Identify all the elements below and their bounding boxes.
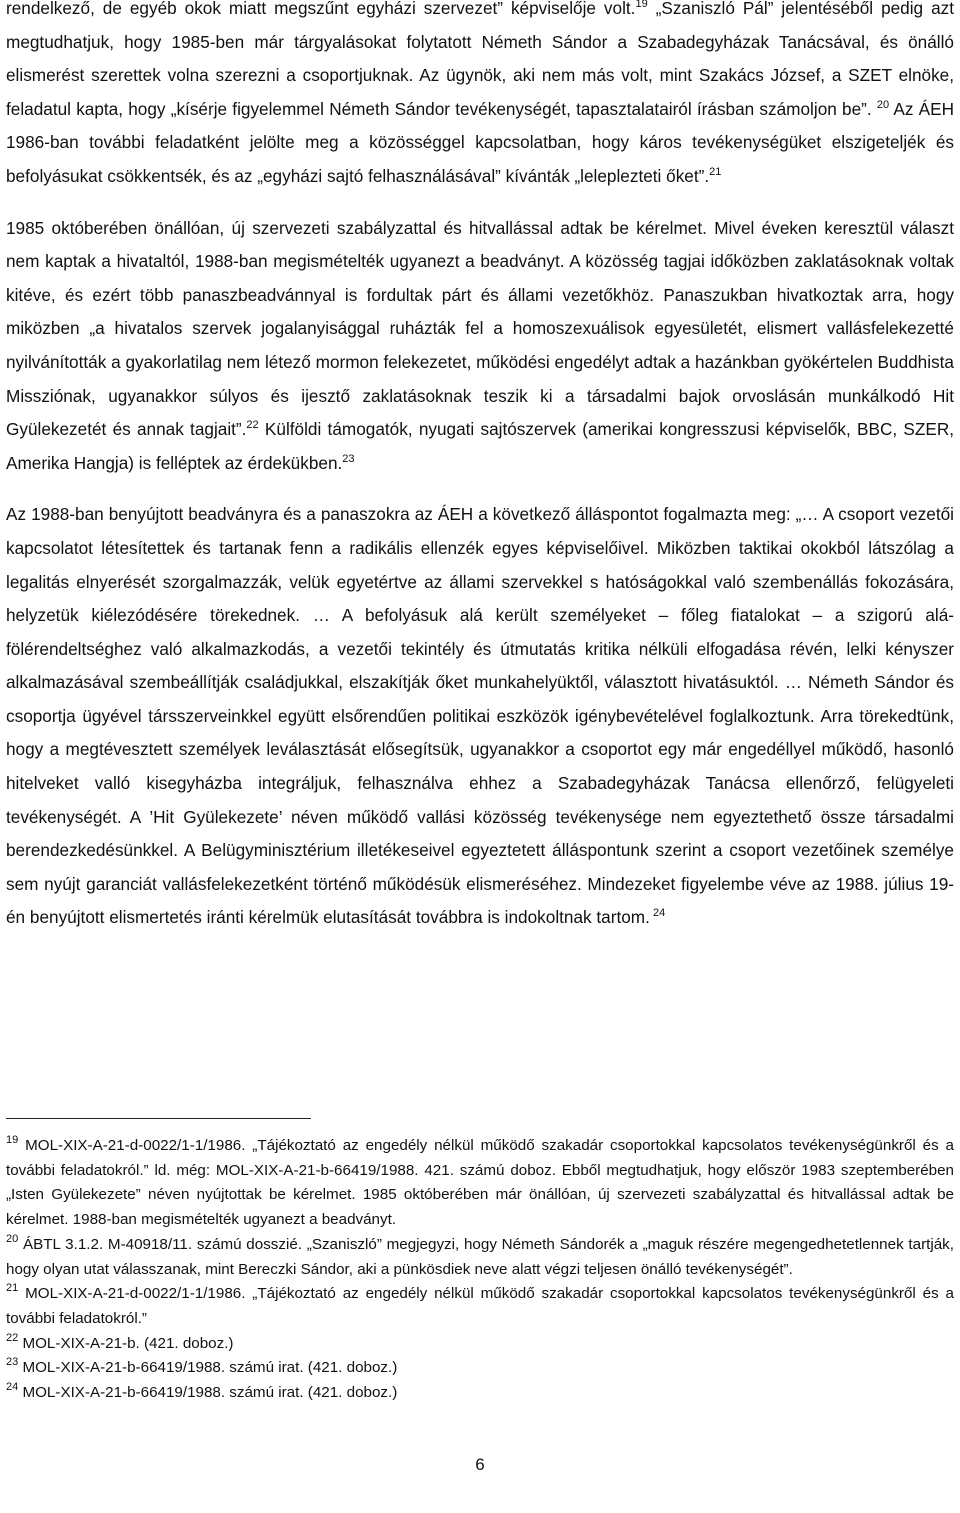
footnote-ref-22[interactable]: 22: [246, 419, 259, 432]
footnote-19: [6, 1134, 954, 1233]
footnote-text: MOL-XIX-A-21-b-66419/1988. számú irat. (421. doboz.): [18, 1359, 398, 1377]
footnote-23: [6, 1356, 954, 1381]
footnote-22: [6, 1332, 954, 1357]
text-run: 1985 októberében önállóan, új szervezeti szabályzattal és hitvallással adtak be kérelmet. Mivel éveken keresztül választ nem kaptak a hivataltól, 1988-ban megismételték ugyanezt a beadványt. A közösség tagjai időközben zaklatásoknak voltak kitéve, és ezért több panaszbeadvánnyal is fordultak párt és állami vezetőkhöz. Panaszukban hivatkoztak arra, hogy miközben „a hivatalos szervek jogalanyisággal ruházták fel a homoszexuálisok egyesületét, elismert vallásfelekezetté nyilvánították a gyakorlatilag nem létező mormon felekezetet, működési engedélyt adtak a hazánkban gyökértelen Buddhista Missziónak, ugyanakkor súlyos és ijesztő zaklatásoknak teszik ki a társadalmi bajok orvoslásán munkálkodó Hit Gyülekezetét és annak tagjait”.: [6, 217, 954, 440]
paragraph-gap: [6, 194, 954, 212]
footnote-21: [6, 1282, 954, 1331]
footnote-ref-19[interactable]: 19: [635, 0, 648, 10]
document-body: [6, 0, 954, 935]
footnote-ref-23[interactable]: 23: [342, 452, 355, 465]
footnote-ref-21[interactable]: 21: [709, 165, 722, 178]
footnote-number: 22: [6, 1331, 19, 1344]
footnote-24: [6, 1381, 954, 1406]
text-run: Külföldi támogatók, nyugati sajtószervek (amerikai kongresszusi képviselők, BBC, SZER, Amerika Hangja) is felléptek az érdekükben.: [6, 419, 955, 473]
footnote-ref-20[interactable]: 20: [876, 98, 890, 111]
footnote-text: MOL-XIX-A-21-d-0022/1-1/1986. „Tájékoztató az engedély nélkül működő szakadár csoportokkal kapcsolatos tevékenységünkről és a további feladatokról.” ld. még: MOL-XIX-A-21-b-66419/1988. 421. számú doboz. Ebből megtudhatjuk, hogy először 1983 szeptemberében „Isten Gyülekezete” néven nyújtottak be kérelmet. 1985 októberében már önállóan, új szervezeti szabályzattal és hitvallással adtak be kérelmet. 1988-ban megismételték ugyanezt a beadványt.: [6, 1137, 954, 1229]
footnote-number: 19: [6, 1134, 19, 1146]
text-run: rendelkező, de egyéb okok miatt megszűnt egyházi szervezet” képviselője volt.: [6, 0, 636, 18]
footnote-text: MOL-XIX-A-21-d-0022/1-1/1986. „Tájékoztató az engedély nélkül működő szakadár csoportokkal kapcsolatos tevékenységünkről és a további feladatokról.”: [6, 1285, 954, 1327]
paragraph-gap: [6, 480, 954, 498]
paragraph-2: [6, 212, 954, 481]
paragraph-3: [6, 498, 954, 935]
footnote-separator: [6, 1118, 311, 1119]
footnote-text: MOL-XIX-A-21-b. (421. doboz.): [18, 1334, 234, 1352]
text-run: Az 1988-ban benyújtott beadványra és a panaszokra az ÁEH a következő álláspontot fogalmazta meg: „… A csoport vezetői kapcsolatot létesítettek és tartanak fenn a radikális ellenzék egyes képviselőivel. Miközben taktikai okokból látszólag a legalitás elnyerését szorgalmazzák, velük egyetértve az állami szervekkel s hatóságokkal való szembenállás fokozására, helyzetük kiélezódésére törekednek. … A befolyásuk alá került személyeket – főleg fiatalokat – a szigorú alá- fölérendeltséghez való alkalmazkodás, a vezetői tekintély és útmutatás kritika nélküli elfogadása révén, lelki kényszer alkalmazásával szembeállítják családjukkal, elszakítják őket munkahelyüktől, választott hivatásuktól. … Németh Sándor és csoportja ügyével társszerveinkkel együtt elsőrendűen politikai eszközök igénybevételével foglalkoztunk. Arra törekedtünk, hogy a megtévesztett személyek leválasztását elősegítsük, ugyanakkor a csoportot egy már engedéllyel működő, hasonló hitelveket valló kisegyházba integráljuk, felhasználva ehhez a Szabadegyházak Tanácsa ellenőrző, felügyeleti tevékenységét. A ’Hit Gyülekezete’ néven működő vallási közösség tevékenysége nem egyeztethető össze társadalmi berendezkedésünkkel. A Belügyminisztérium illetékeseivel egyeztetett álláspontunk szerint a csoport vezetőinek személye sem nyújt garanciát vallásfelekezetként történő működésük elismeréséhez. Mindezeket figyelembe véve az 1988. július 19-én benyújtott elismertetés iránti kérelmük elutasítását továbbra is indokoltnak tartom.: [6, 504, 954, 928]
footnote-text: MOL-XIX-A-21-b-66419/1988. számú irat. (421. doboz.): [18, 1384, 398, 1402]
footnote-number: 23: [6, 1356, 19, 1369]
paragraph-1: [6, 0, 954, 194]
page-number: 6: [475, 1455, 485, 1474]
footnote-text: ÁBTL 3.1.2. M-40918/11. számú dosszié. „Szaniszló” megjegyzi, hogy Németh Sándorék a „maguk részére megengedhetetlennek tartják, hogy olyan utat válasszanak, mint Bereczki Sándor, aki a pünkösdiek neve alatt végzi teljesen önálló tevékenységét”.: [6, 1235, 954, 1278]
footnote-ref-24[interactable]: 24: [649, 907, 666, 920]
footnotes: [6, 1134, 954, 1406]
footnote-number: 21: [6, 1282, 19, 1295]
footnote-number: 20: [6, 1232, 19, 1245]
footnote-number: 24: [6, 1381, 19, 1394]
text-run: Az ÁEH 1986-ban további feladatként jelölte meg a közösséggel kapcsolatban, hogy káros tevékenységüket elszigeteljék és befolyásukat csökkentsék, és az „egyházi sajtó felhasználásával” kívánták „leleplezteti őket”.: [6, 98, 955, 186]
footnote-20: [6, 1233, 954, 1282]
text-run: „Szaniszló Pál” jelentéséből pedig azt megtudhatjuk, hogy 1985-ben már tárgyalásokat folytatott Németh Sándor a Szabadegyházak Tanácsával, és önálló elismerést szerettek volna szerezni a csoportjuknak. Az ügynök, aki nem más volt, mint Szakács József, a SZET elnöke, feladatul kapta, hogy „kísérje figyelemmel Németh Sándor tevékenységét, tapasztalatairól írásban számoljon be”.: [6, 0, 954, 119]
